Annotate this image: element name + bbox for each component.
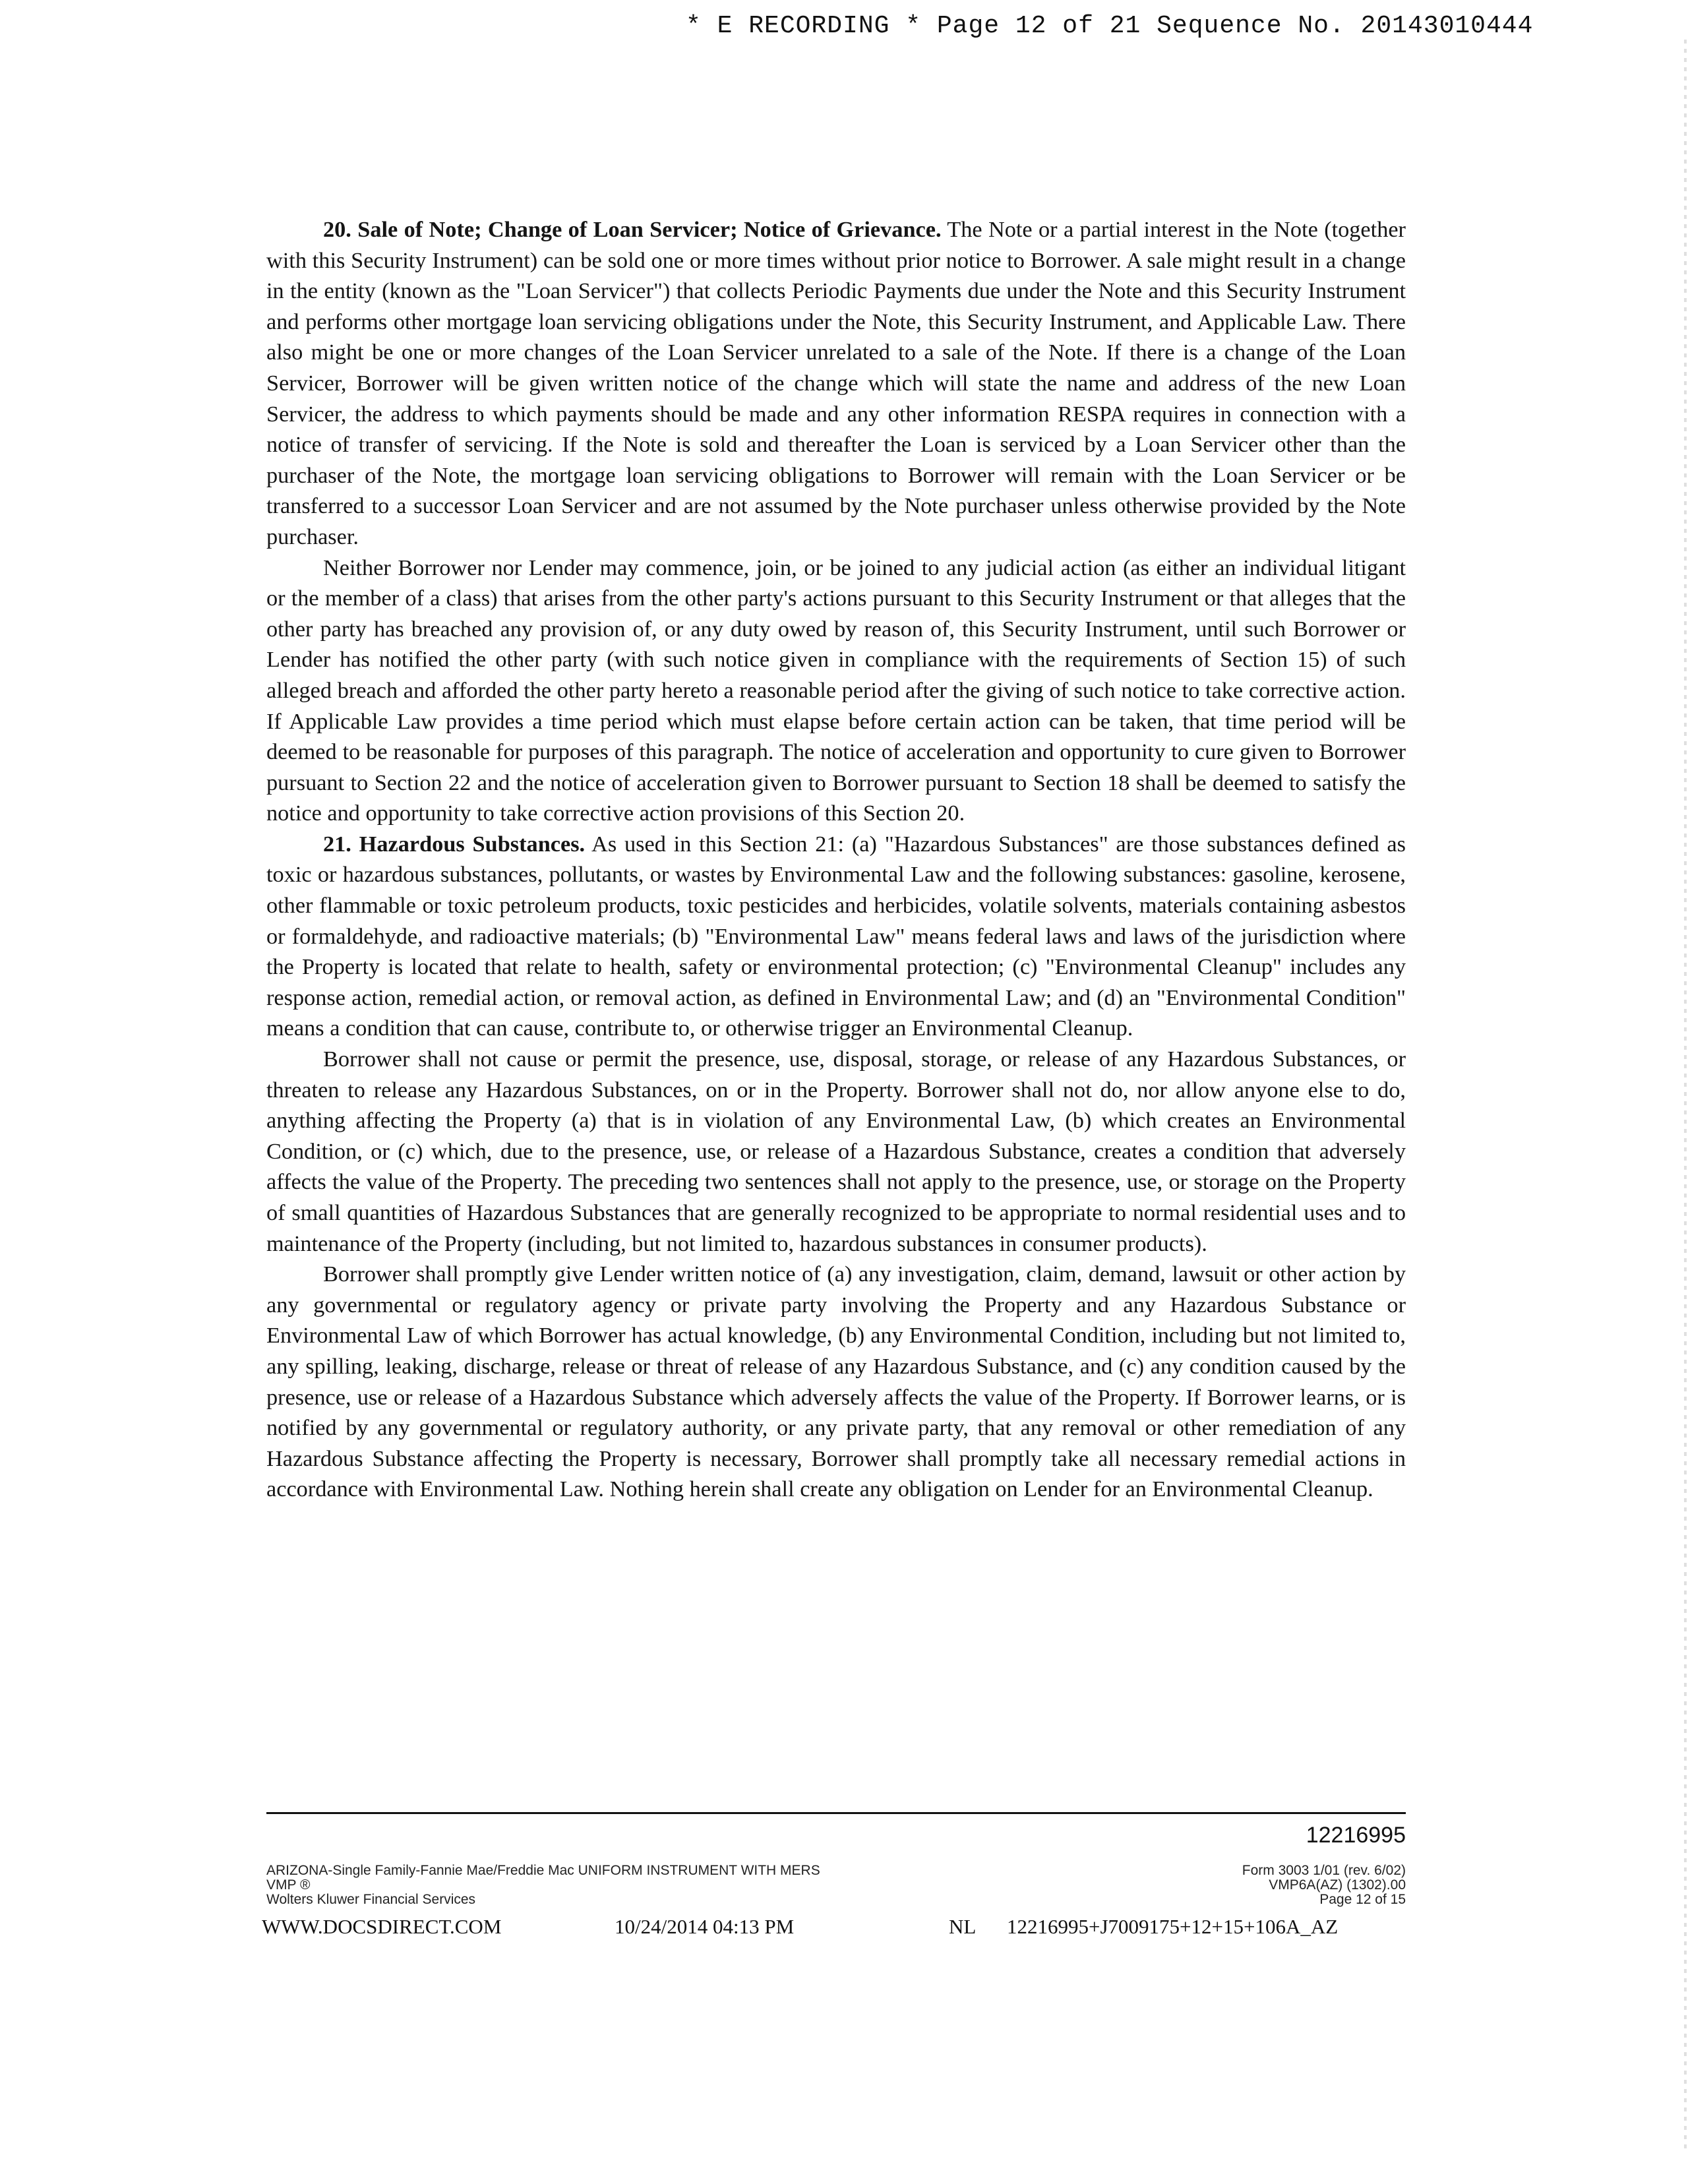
footer-form-number xyxy=(1121,1864,1406,1907)
document-number: 12216995 xyxy=(1306,1823,1406,1848)
paragraph-section-21-continued xyxy=(266,1044,1406,1259)
document-code: 12216995+J7009175+12+15+106A_AZ xyxy=(1007,1915,1339,1938)
initials: NL xyxy=(949,1915,977,1938)
form-title: ARIZONA-Single Family-Fannie Mae/Freddie Mac UNIFORM INSTRUMENT WITH MERS xyxy=(266,1863,820,1878)
paragraph-section-20 xyxy=(266,214,1406,553)
document-body xyxy=(266,214,1406,1505)
page-number: Page 12 of 15 xyxy=(1319,1892,1406,1907)
paragraph-text: Borrower shall promptly give Lender written notice of (a) any investigation, claim, demand, lawsuit or other action by any governmental or regulatory agency or private party involving the Property and any Hazardous Substance or Environmental Law of which Borrower has actual knowledge, (b) any Environmental Condition, including but not limited to, any spilling, leaking, discharge, release or threat of release of any Hazardous Substance, and (c) any condition caused by the presence, use or release of a Hazardous Substance which adversely affects the value of the Property. If Borrower learns, or is notified by any governmental or regulatory authority, or any private party, that any removal or other remediation of any Hazardous Substance affecting the Property is necessary, Borrower shall promptly take all necessary remedial actions in accordance with Environmental Law. Nothing herein shall create any obligation on Lender for an Environmental Cleanup. xyxy=(266,1261,1406,1502)
recording-header: * E RECORDING * Page 12 of 21 Sequence No. 20143010444 xyxy=(686,12,1534,40)
paragraph-text: As used in this Section 21: (a) "Hazardous Substances" are those substances defined as toxic or hazardous substances, pollutants, or wastes by Environmental Law and the following substances: gasoline, kerosene, other flammable or toxic petroleum products, toxic pesticides and herbicides, volatile solvents, materials containing asbestos or formaldehyde, and radioactive materials; (b) "Environmental Law" means federal laws and laws of the jurisdiction where the Property is located that relate to health, safety or environmental protection; (c) "Environmental Cleanup" includes any response action, remedial action, or removal action, as defined in Environmental Law; and (d) an "Environmental Condition" means a condition that can cause, contribute to, or otherwise trigger an Environmental Cleanup. xyxy=(266,831,1406,1041)
section-heading: 20. Sale of Note; Change of Loan Servicer; Notice of Grievance. xyxy=(323,217,942,242)
print-datetime: 10/24/2014 04:13 PM xyxy=(615,1915,795,1938)
paragraph-text: Borrower shall not cause or permit the presence, use, disposal, storage, or release of any Hazardous Substances, or threaten to release any Hazardous Substances, on or in the Property. Borrower shall not do, nor allow anyone else to do, anything affecting the Property (a) that is in violation of any Environmental Law, (b) which creates an Environmental Condition, or (c) which, due to the presence, use, or release of a Hazardous Substance, creates a condition that adversely affects the value of the Property. The preceding two sentences shall not apply to the presence, use, or storage on the Property of small quantities of Hazardous Substances that are generally recognized to be appropriate to normal residential uses and to maintenance of the Property (including, but not limited to, hazardous substances in consumer products). xyxy=(266,1046,1406,1256)
website: WWW.DOCSDIRECT.COM xyxy=(262,1915,502,1938)
paragraph-section-20-continued xyxy=(266,553,1406,829)
paragraph-text: Neither Borrower nor Lender may commence, join, or be joined to any judicial action (as either an individual litigant or the member of a class) that arises from the other party's actions pursuant to this Security Instrument or that alleges that the other party has breached any provision of, or any duty owed by reason of, this Security Instrument, until such Borrower or Lender has notified the other party (with such notice given in compliance with the requirements of Section 15) of such alleged breach and afforded the other party hereto a reasonable period after the giving of such notice to take corrective action. If Applicable Law provides a time period which must elapse before certain action can be taken, that time period will be deemed to be reasonable for purposes of this paragraph. The notice of acceleration and opportunity to cure given to Borrower pursuant to Section 22 and the notice of acceleration given to Borrower pursuant to Section 18 shall be deemed to satisfy the notice and opportunity to take corrective action provisions of this Section 20. xyxy=(266,555,1406,826)
paragraph-text: The Note or a partial interest in the Note (together with this Security Instrument) can be sold one or more times without prior notice to Borrower. A sale might result in a change in the entity (known as the "Loan Servicer") that collects Periodic Payments due under the Note and this Security Instrument and performs other mortgage loan servicing obligations under the Note, this Security Instrument, and Applicable Law. There also might be one or more changes of the Loan Servicer unrelated to a sale of the Note. If there is a change of the Loan Servicer, Borrower will be given written notice of the change which will state the name and address of the new Loan Servicer, the address to which payments should be made and any other information RESPA requires in connection with a notice of transfer of servicing. If the Note is sold and thereafter the Loan is serviced by a Loan Servicer other than the purchaser of the Note, the mortgage loan servicing obligations to Borrower will remain with the Loan Servicer or be transferred to a successor Loan Servicer and are not assumed by the Note purchaser unless otherwise provided by the Note purchaser. xyxy=(266,217,1406,549)
section-heading: 21. Hazardous Substances. xyxy=(323,831,586,857)
footer-divider xyxy=(266,1812,1406,1814)
footer-form-info xyxy=(266,1864,926,1907)
vmp-code: VMP6A(AZ) (1302).00 xyxy=(1269,1877,1406,1893)
vmp-mark: VMP ® xyxy=(266,1877,311,1893)
scan-edge-marks xyxy=(1684,40,1687,2150)
form-number: Form 3003 1/01 (rev. 6/02) xyxy=(1242,1863,1406,1878)
paragraph-section-21-notice xyxy=(266,1259,1406,1505)
publisher: Wolters Kluwer Financial Services xyxy=(266,1892,476,1907)
paragraph-section-21 xyxy=(266,829,1406,1044)
